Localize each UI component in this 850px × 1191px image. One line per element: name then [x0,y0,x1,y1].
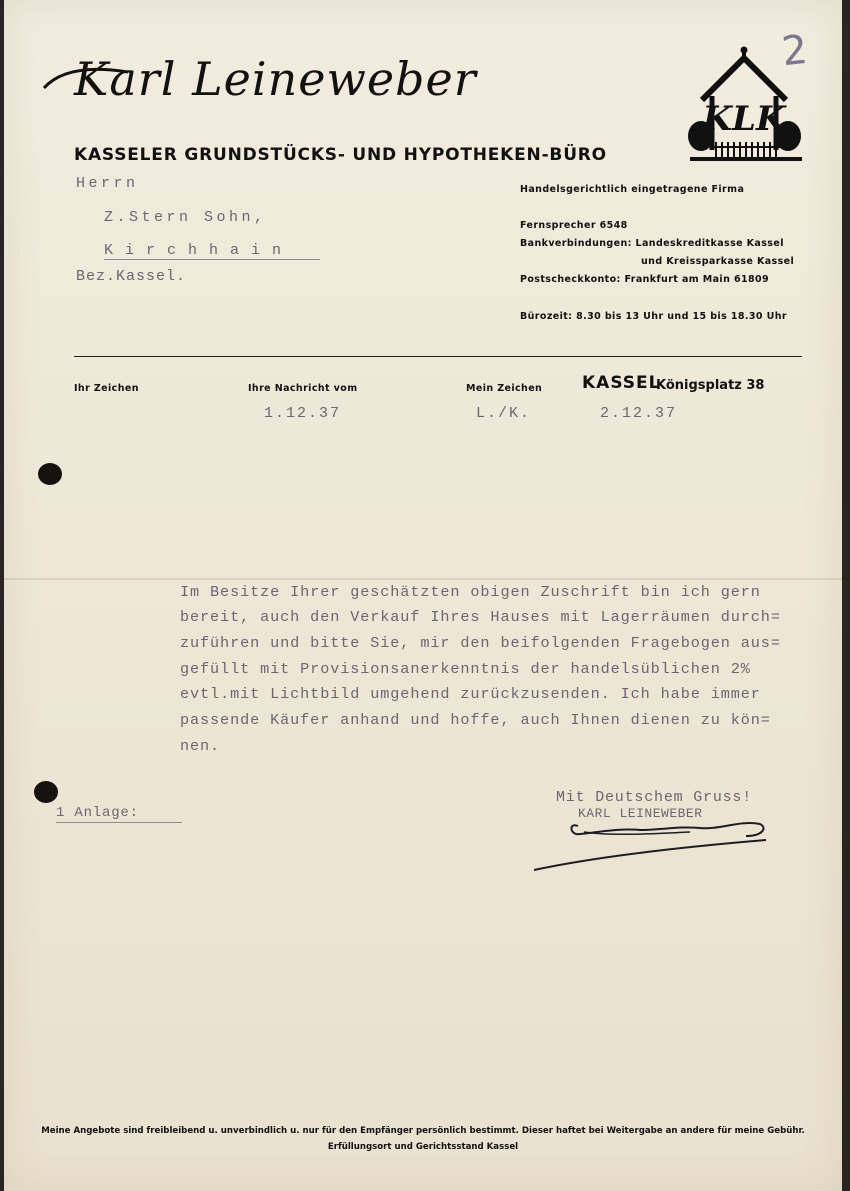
house-logo [682,44,804,166]
letter-date: 2.12.37 [600,405,678,422]
body-line: zuführen und bitte Sie, mir den beifolgenden Fragebogen aus= [180,634,781,652]
closing-signer: KARL LEINEWEBER [578,806,703,821]
footer-jurisdiction: Erfüllungsort und Gerichtsstand Kassel [327,1142,519,1152]
bank-connections: Bankverbindungen: Landeskreditkasse Kassel [520,238,784,249]
body-line: evtl.mit Lichtbild umgehend zurückzusenden. Ich habe immer [180,685,761,703]
body-line: passende Käufer anhand und hoffe, auch Ihnen dienen zu kön= [180,711,771,729]
letter-sheet [4,0,842,1191]
recipient-name: Z.Stern Sohn, [104,209,267,226]
paper-fold [4,578,842,580]
body-line: gefüllt mit Provisionsanerkenntnis der handelsüblichen 2% [180,660,751,678]
body-line: nen. [180,737,221,755]
bank-connections-2: und Kreissparkasse Kassel [641,256,795,267]
firm-registration: Handelsgerichtlich eingetragene Firma [520,184,745,195]
recipient-salutation: Herrn [76,175,139,192]
punch-hole-top [38,463,62,485]
header-divider [74,356,802,357]
company-name-swash [40,62,150,102]
your-message-label: Ihre Nachricht vom [248,383,358,394]
office-hours: Bürozeit: 8.30 bis 13 Uhr und 15 bis 18.30 Uhr [520,311,787,322]
body-line: Im Besitze Ihrer geschätzten obigen Zuschrift bin ich gern [180,583,761,601]
logo-monogram: KLK [702,99,786,139]
recipient-city: Kirchhain [104,242,294,259]
phone-number: Fernsprecher 6548 [520,220,628,231]
your-sign-label: Ihr Zeichen [74,383,139,394]
enclosure-underline [56,822,182,823]
punch-hole-bottom [34,781,58,803]
letter-city: KASSEL [582,373,661,393]
closing-greeting: Mit Deutschem Gruss! [556,789,753,806]
company-subtitle: KASSELER GRUNDSTÜCKS- UND HYPOTHEKEN-BÜRO [74,145,607,165]
enclosure-note: 1 Anlage: [56,805,139,821]
company-name: Karl Leineweber [74,52,477,106]
postal-check-account: Postscheckkonto: Frankfurt am Main 61809 [520,274,770,285]
recipient-district: Bez.Kassel. [76,268,187,285]
footer-terms: Meine Angebote sind freibleibend u. unverbindlich u. nur für den Empfänger persönlich bestimmt. Dieser haftet bei Weitergabe an andere für meine Gebühr. [41,1126,805,1136]
body-line: bereit, auch den Verkauf Ihres Hauses mit Lagerräumen durch= [180,608,781,626]
page-number-handwritten: 2 [779,26,810,76]
your-message-date: 1.12.37 [264,405,342,422]
recipient-city-underline [104,259,320,260]
my-sign-value: L./K. [476,405,532,422]
handwritten-signature [530,806,780,876]
my-sign-label: Mein Zeichen [466,383,543,394]
letter-street: Königsplatz 38 [656,378,765,393]
